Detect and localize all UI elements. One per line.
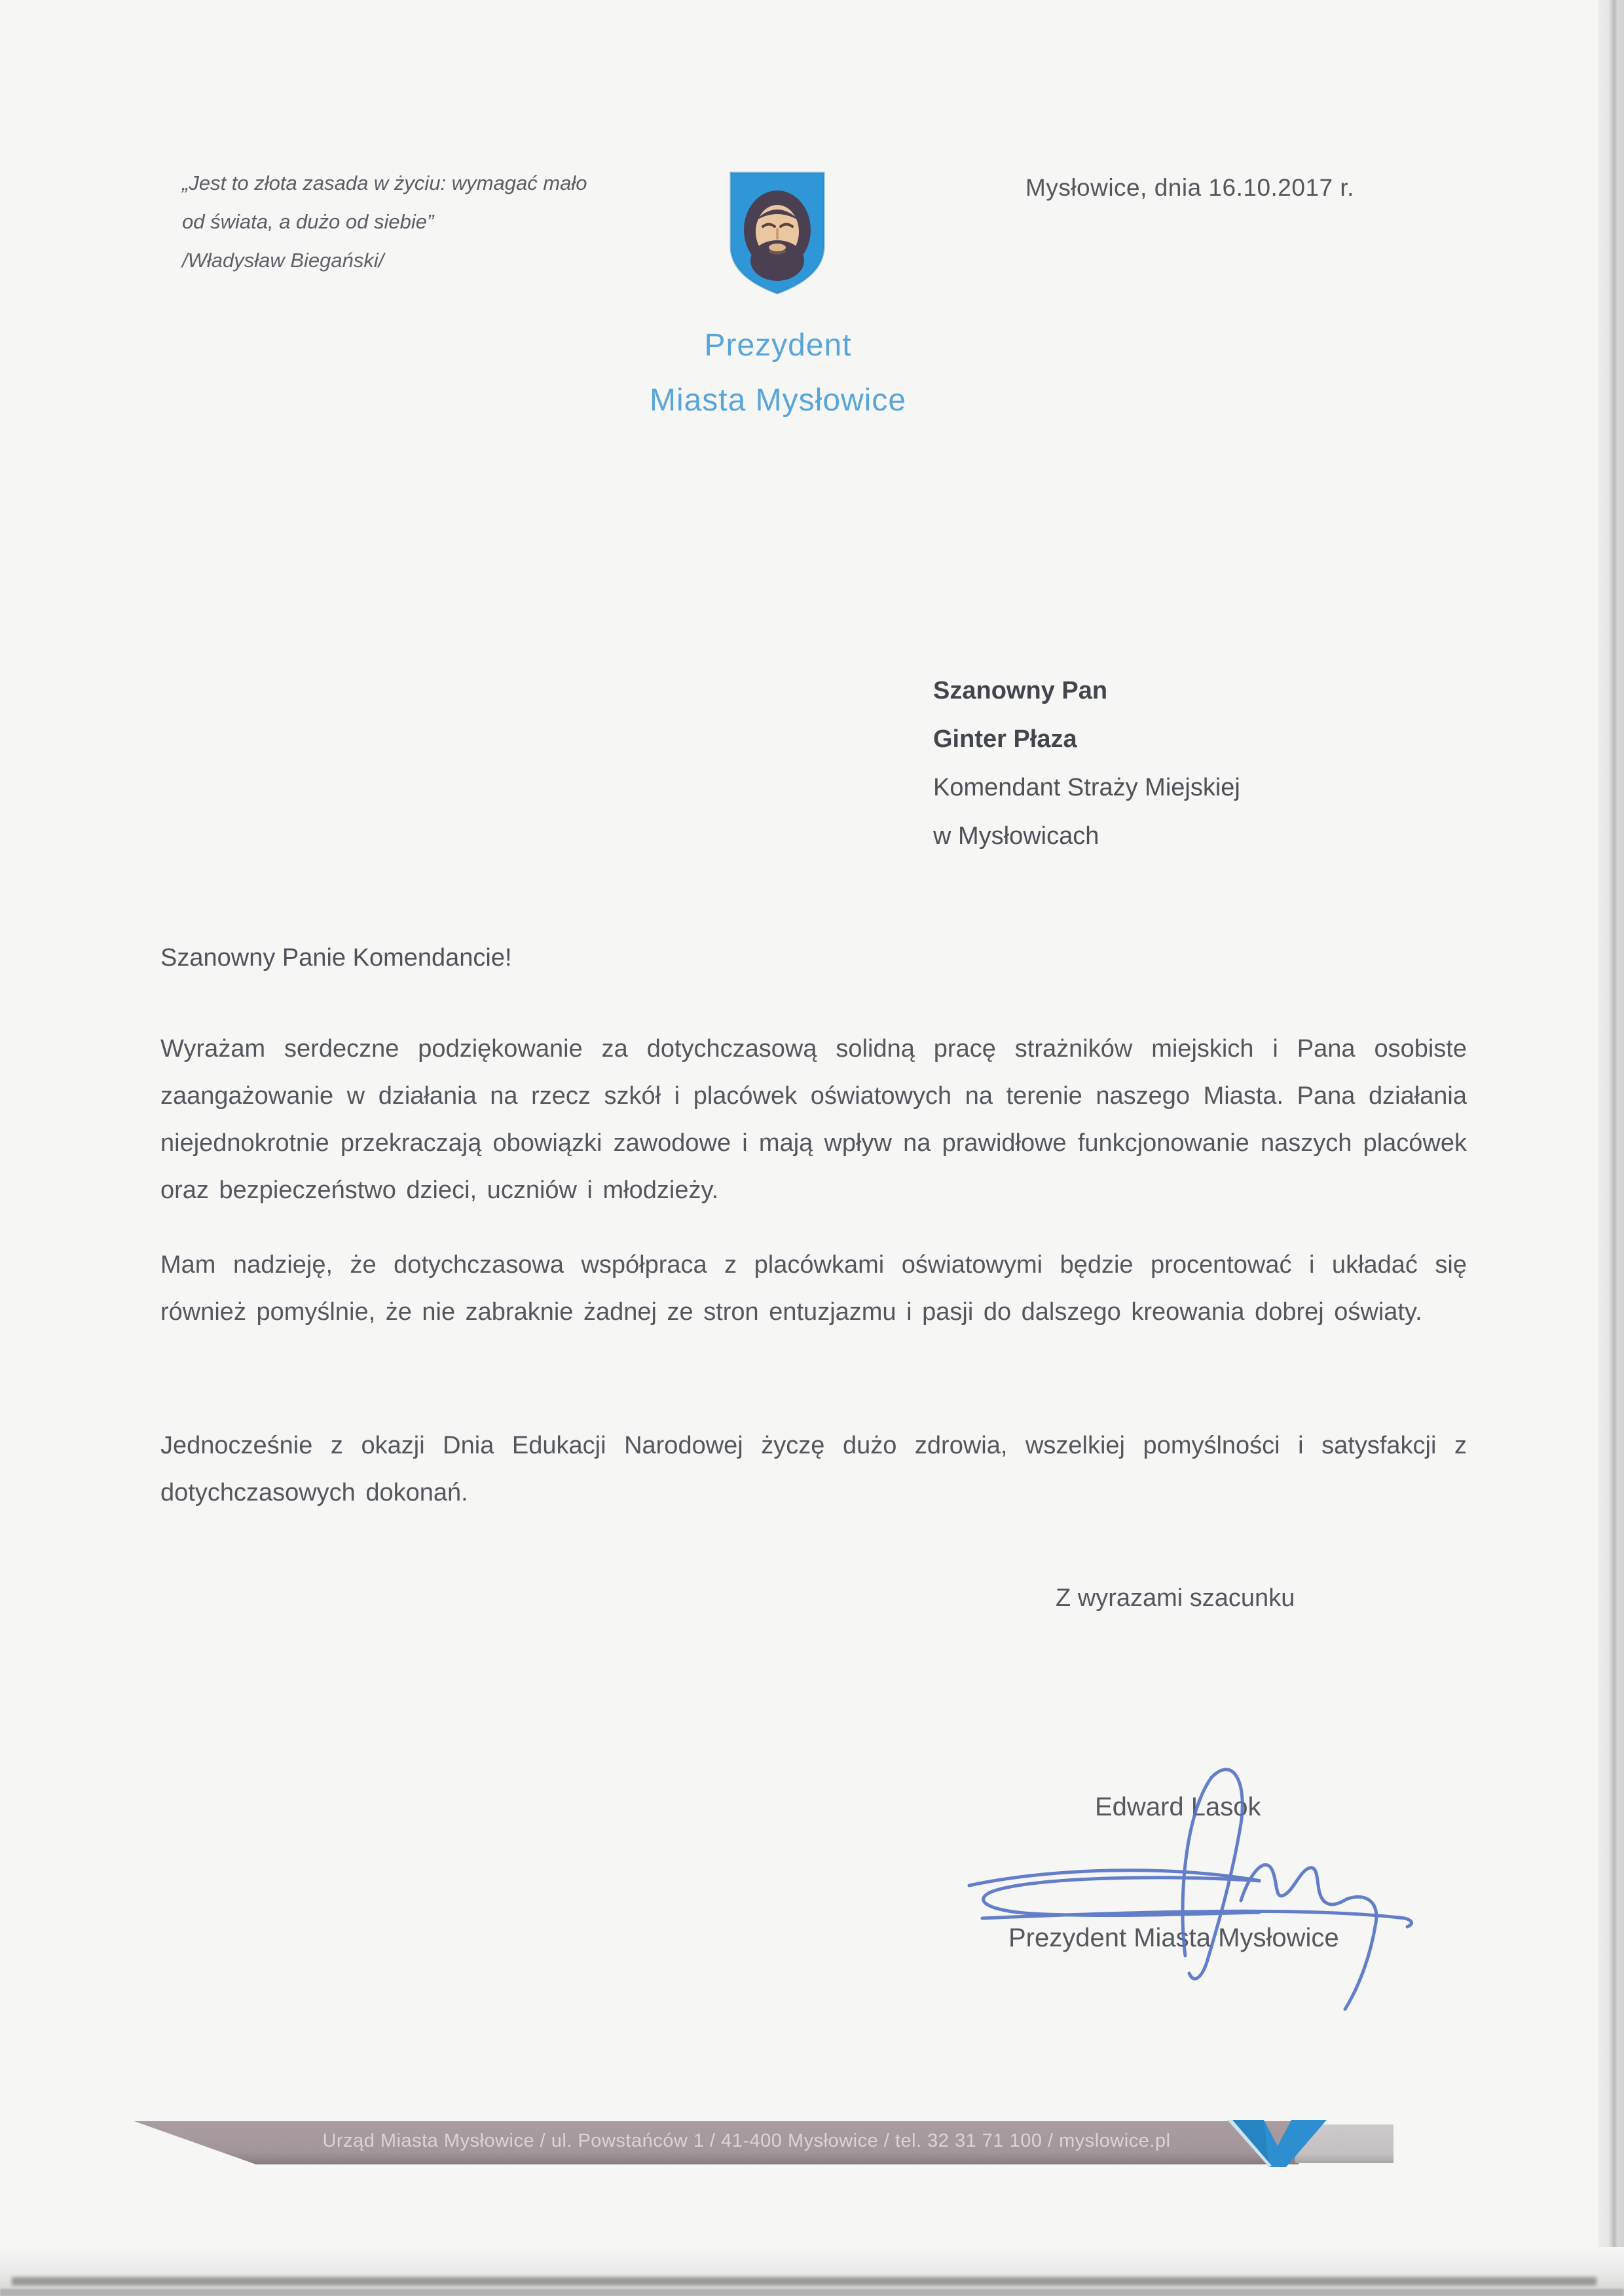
recipient-title: Komendant Straży Miejskiej bbox=[933, 774, 1240, 801]
motto-line-2: od świata, a dużo od siebie” bbox=[182, 210, 434, 233]
motto-attribution: /Władysław Biegański/ bbox=[182, 249, 384, 272]
body-paragraph-3: Jednocześnie z okazji Dnia Edukacji Narodowej życzę dużo zdrowia, wszelkiej pomyślności i satysfakcji z dotychczasowych dokonań. bbox=[160, 1432, 1467, 1506]
signer-title: Prezydent Miasta Mysłowice bbox=[1008, 1923, 1339, 1952]
recipient-salutation: Szanowny Pan bbox=[933, 677, 1108, 704]
recipient-city: w Mysłowicach bbox=[933, 822, 1099, 850]
myslowice-coat-of-arms-icon bbox=[724, 168, 830, 299]
handwritten-signature bbox=[953, 1758, 1431, 2023]
motto-line-1: „Jest to złota zasada w życiu: wymagać mało bbox=[182, 172, 587, 194]
scan-edge-bottom-line2 bbox=[0, 2289, 1624, 2296]
dateline: Mysłowice, dnia 16.10.2017 r. bbox=[1025, 174, 1354, 201]
signer-name: Edward Lasok bbox=[1095, 1793, 1261, 1821]
letter-salutation: Szanowny Panie Komendancie! bbox=[160, 944, 512, 972]
scan-edge-right bbox=[1598, 0, 1624, 2296]
recipient-block bbox=[933, 666, 1431, 860]
sender-office-title bbox=[614, 318, 942, 428]
scan-edge-bottom-line bbox=[12, 2277, 1596, 2286]
sender-office-line-1: Prezydent bbox=[704, 328, 852, 363]
motto-quote bbox=[182, 164, 667, 280]
body-paragraph-2: Mam nadzieję, że dotychczasowa współpraca z placówkami oświatowymi będzie procentować i układać się również pomyślnie, że nie zabraknie żadnej ze stron entuzjazmu i pasji do dalszego kreowania dobrej oświaty. bbox=[160, 1251, 1467, 1326]
sender-office-line-2: Miasta Mysłowice bbox=[649, 383, 907, 418]
closing-phrase: Z wyrazami szacunku bbox=[1056, 1584, 1295, 1612]
body-paragraph-1: Wyrażam serdeczne podziękowanie za dotychczasową solidną pracę strażników miejskich i Pana osobiste zaangażowanie w działania na rzecz szkół i placówek oświatowych na terenie naszego Miasta. Pana działania niejednokrotnie przekraczają obowiązki zawodowe i mają wpływ na prawidłowe funkcjonowanie naszych placówek oraz bezpieczeństwo dzieci, uczniów i młodzieży. bbox=[160, 1035, 1467, 1204]
recipient-name: Ginter Płaza bbox=[933, 725, 1077, 753]
footer-address: Urząd Miasta Mysłowice / ul. Powstańców 1 / 41-400 Mysłowice / tel. 32 31 71 100 / myslowice.pl bbox=[322, 2130, 1171, 2151]
footer-logo-v-icon bbox=[1226, 2120, 1328, 2168]
